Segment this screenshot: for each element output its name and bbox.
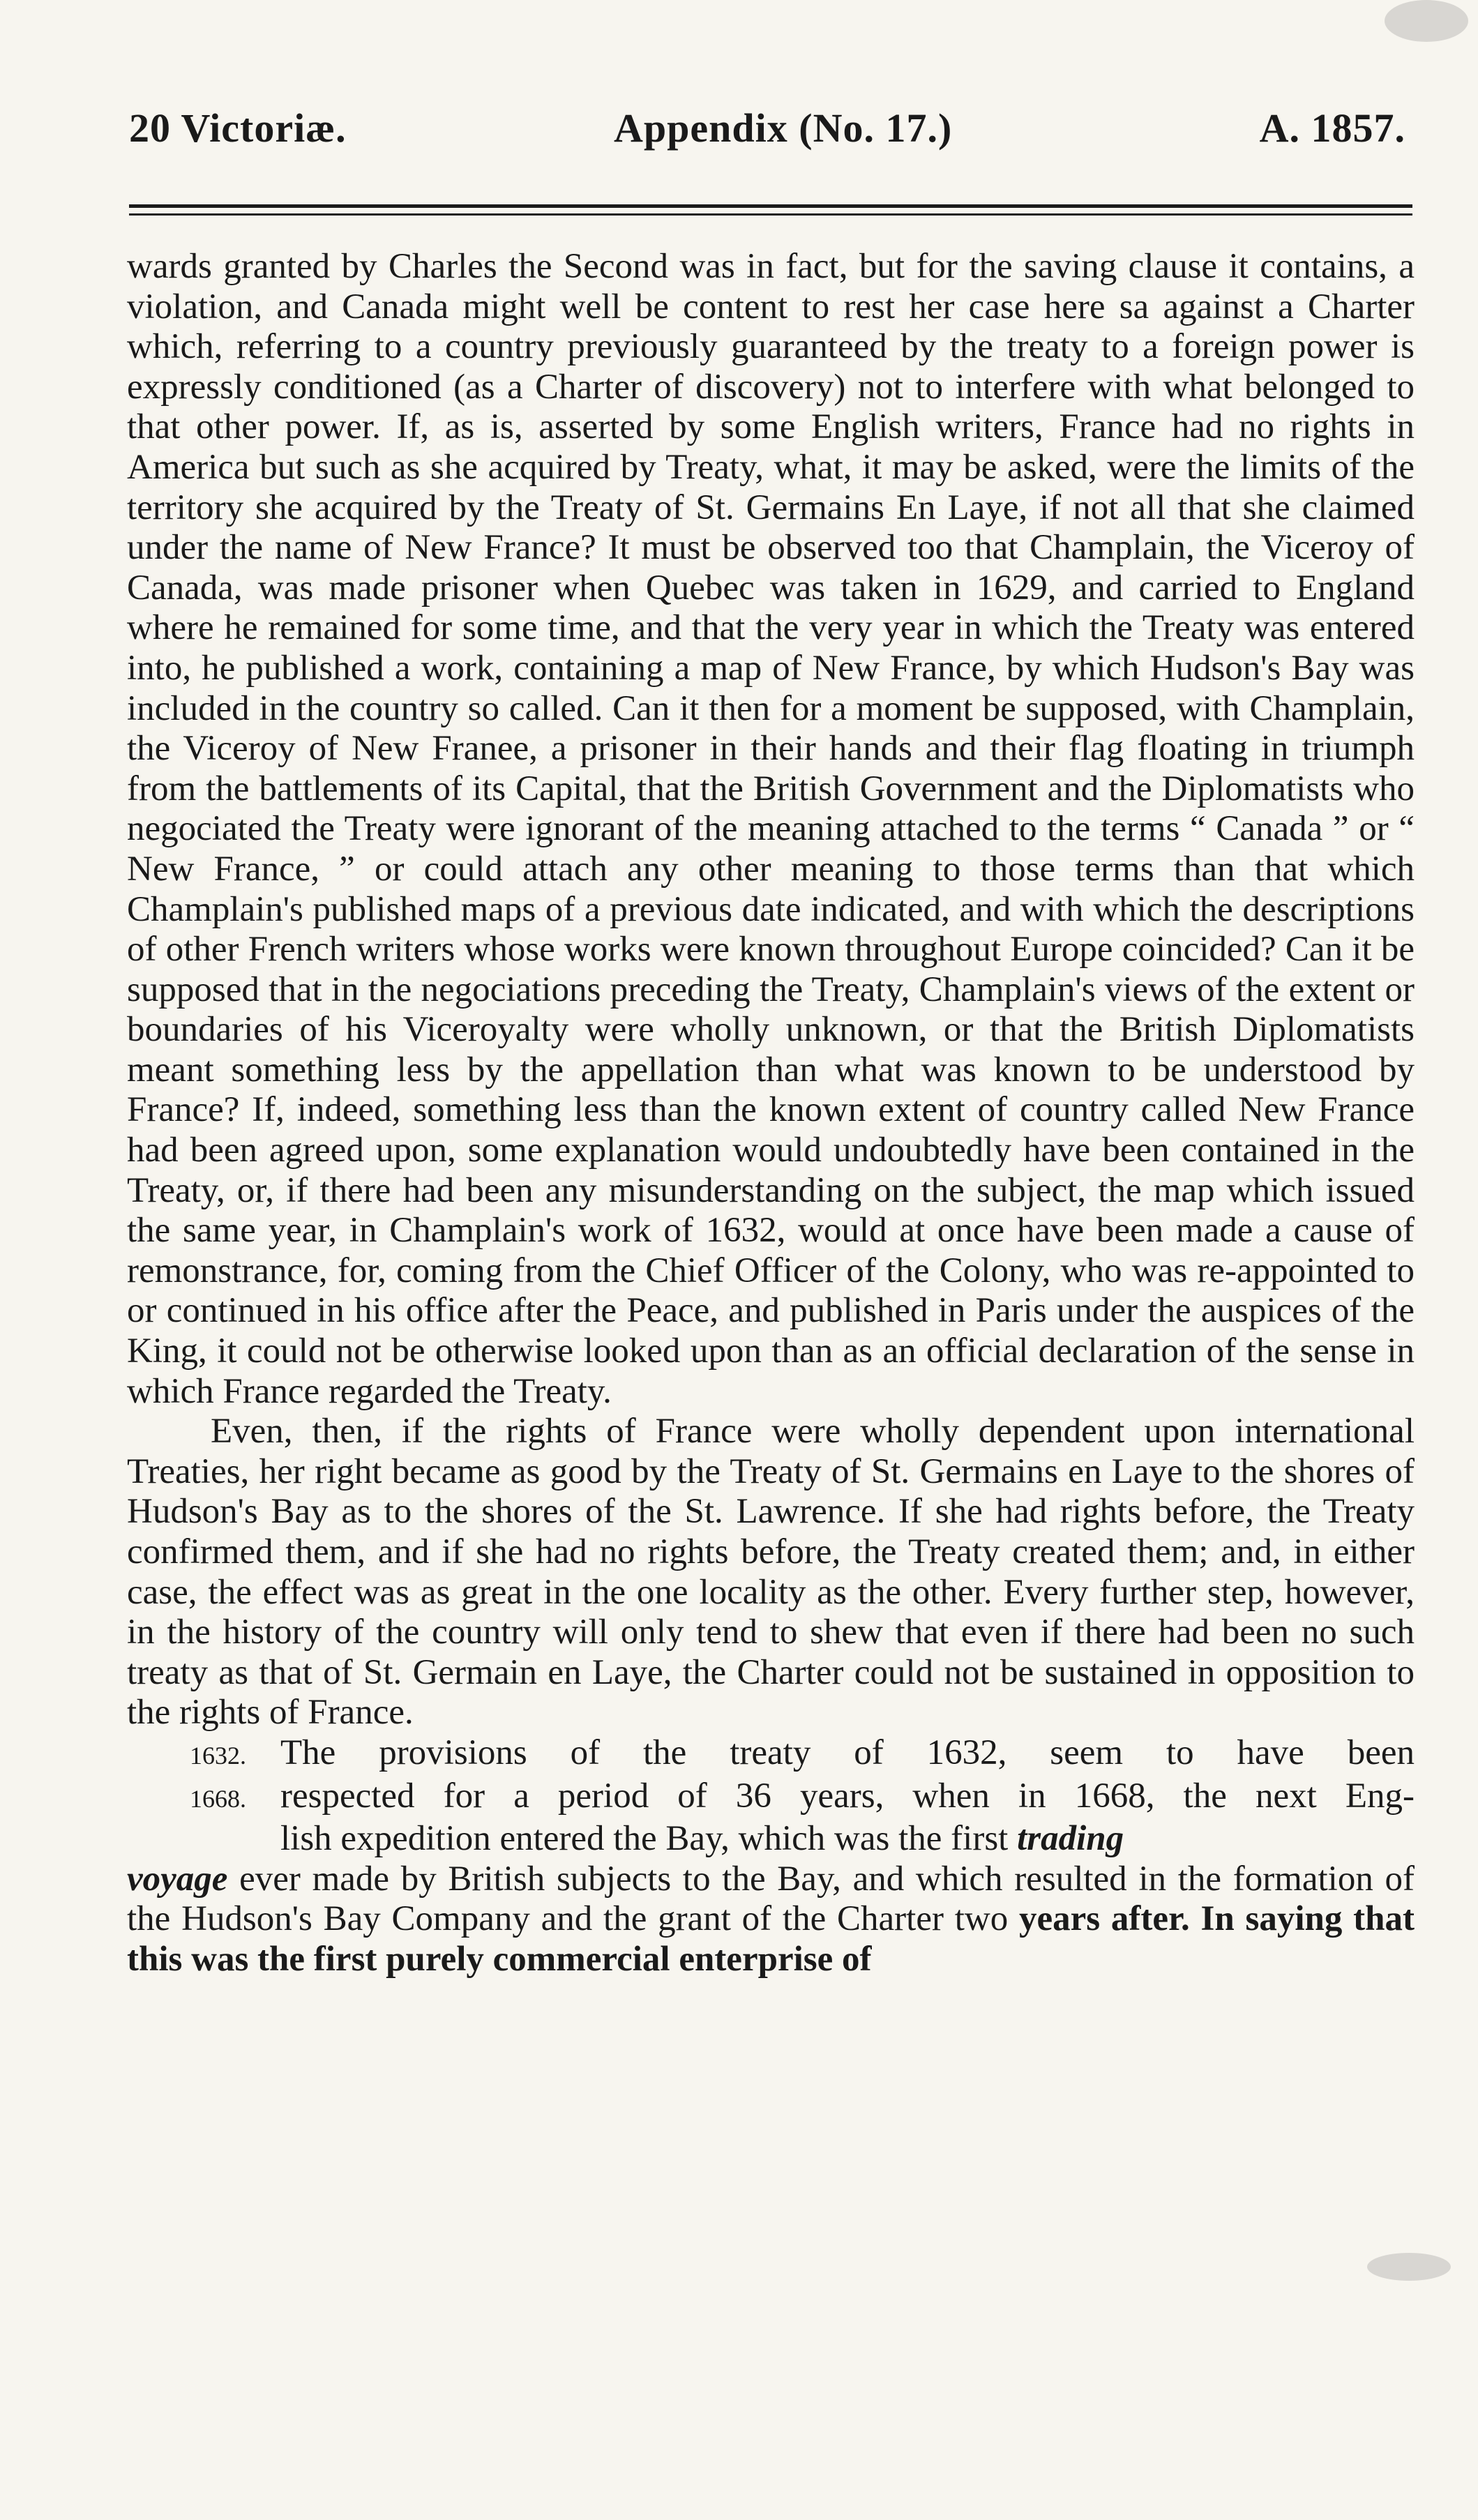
paragraph-3-line-1: The provisions of the treaty of 1632, seem to have been [280, 1733, 1415, 1772]
paragraph-3-line-5: years after. In saying that this was the first purely commercial enterprise of [127, 1899, 1415, 1979]
header-session: 20 Victoriæ. [129, 105, 347, 151]
header-rule-thin [129, 213, 1412, 216]
margin-date-1668: 1668. [190, 1784, 246, 1813]
header-rule-thick [129, 204, 1412, 208]
paragraph-2: Even, then, if the rights of France were wholly dependent upon international Treaties, her right became as good by the Treaty of St. Germains en Laye to the shores of Hudson's Bay as to the shores of the St. Lawrence. If she had rights before, the Treaty confirmed them, and if she had no rights before, the Treaty created them; and, in either case, the effect was as great in the one locality as the other. Every further step, however, in the history of the country will only tend to shew that even if there had been no such treaty as that of St. Germain en Laye, the Charter could not be sustained in opposition to the rights of France. [127, 1412, 1415, 1733]
ink-smudge-bottom-right [1367, 2253, 1451, 2281]
paragraph-3-line-2: respected for a period of 36 years, when in 1668, the next Eng- [280, 1776, 1415, 1816]
paragraph-3-rest [127, 1859, 1415, 1980]
paragraph-3-line-3-text: lish expedition entered the Bay, which was the first [280, 1819, 1009, 1859]
emphasis-voyage: voyage [127, 1859, 228, 1899]
paragraph-3-line-3 [127, 1819, 1415, 1859]
dated-line-2 [127, 1776, 1415, 1820]
header-year: A. 1857. [1259, 105, 1405, 151]
body-text [127, 247, 1415, 1980]
paragraph-1: wards granted by Charles the Second was in fact, but for the saving clause it contains, a violation, and Canada might well be content to rest her case here sa against a Charter which, referring to a country previously guaranteed by the treaty to a foreign power is expressly conditioned (as a Charter of discovery) not to interfere with what belonged to that other power. If, as is, asserted by some English writers, France had no rights in America but such as she acquired by Treaty, what, it may be asked, were the limits of the territory she acquired by the Treaty of St. Germains En Laye, if not all that she claimed under the name of New France? It must be observed too that Champlain, the Viceroy of Canada, was made prisoner when Quebec was taken in 1629, and carried to England where he remained for some time, and that the very year in which the Treaty was entered into, he published a work, containing a map of New France, by which Hudson's Bay was included in the country so called. Can it then for a moment be supposed, with Champlain, the Viceroy of New Franee, a prisoner in their hands and their flag floating in triumph from the battlements of its Capital, that the British Government and the Diplomatists who negociated the Treaty were ignorant of the meaning attached to the terms “ Canada ” or “ New France, ” or could attach any other meaning to those terms than that which Champlain's published maps of a previous date indicated, and with which the descriptions of other French writers whose works were known throughout Europe coincided? Can it be supposed that in the negociations preceding the Treaty, Champlain's views of the extent or boundaries of his Viceroyalty were wholly unknown, or that the British Diplomatists meant something less by the appellation than what was known to be understood by France? If, indeed, something less than the known extent of country called New France had been agreed upon, some explanation would undoubtedly have been contained in the Treaty, or, if there had been any misunderstanding on the subject, the map which issued the same year, in Champlain's work of 1632, would at once have been made a cause of remonstrance, for, coming from the Chief Officer of the Colony, who was re-appointed to or continued in his office after the Peace, and published in Paris under the auspices of the King, it could not be otherwise looked upon than as an official declaration of the sense in which France regarded the Treaty. [127, 247, 1415, 1411]
page-header [126, 105, 1409, 167]
paragraph-3-line-4: ever made by British subjects to the Bay, and which resulted in the formation of the Hudson's Bay Company and the grant of the Charter two [127, 1859, 1415, 1939]
dated-line-1 [127, 1733, 1415, 1776]
header-appendix: Appendix (No. 17.) [614, 105, 953, 151]
margin-date-1632: 1632. [190, 1741, 246, 1770]
paragraph-3 [127, 1733, 1415, 1980]
emphasis-trading: trading [1017, 1819, 1124, 1859]
ink-smudge-top-right [1385, 0, 1468, 42]
